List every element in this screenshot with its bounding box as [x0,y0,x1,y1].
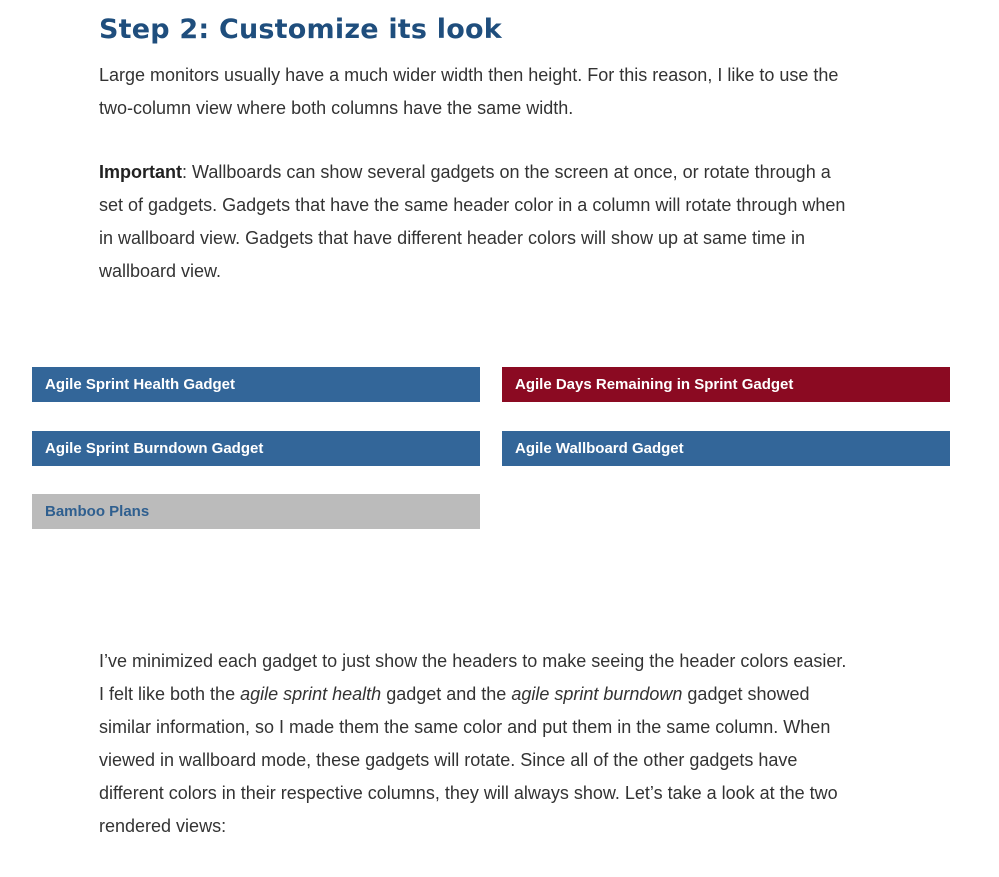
gadget-header-agile-sprint-burndown[interactable]: Agile Sprint Burndown Gadget [32,431,480,466]
section-heading: Step 2: Customize its look [99,14,502,45]
gadget-header-agile-sprint-health[interactable]: Agile Sprint Health Gadget [32,367,480,402]
intro-paragraph [99,59,899,125]
conclusion-line: rendered views: [99,816,227,836]
important-line: : Wallboards can show several gadgets on the screen at once, or rotate through a [182,162,831,182]
conclusion-text: gadget showed [682,684,810,704]
important-line: set of gadgets. Gadgets that have the same header color in a column will rotate through when [99,195,846,215]
conclusion-line: similar information, so I made them the same color and put them in the same column. When [99,717,831,737]
important-line: in wallboard view. Gadgets that have different header colors will show up at same time in [99,228,806,248]
gadget-header-agile-wallboard[interactable]: Agile Wallboard Gadget [502,431,950,466]
conclusion-text: I felt like both the [99,684,241,704]
conclusion-paragraph [99,645,899,843]
gadget-header-agile-days-remaining[interactable]: Agile Days Remaining in Sprint Gadget [502,367,950,402]
important-paragraph [99,156,899,288]
emphasis-agile-sprint-health: agile sprint health [240,684,382,704]
conclusion-line: I’ve minimized each gadget to just show the headers to make seeing the header colors easier. [99,651,847,671]
intro-line: Large monitors usually have a much wider width then height. For this reason, I like to use the [99,65,839,85]
conclusion-text: gadget and the [381,684,512,704]
emphasis-agile-sprint-burndown: agile sprint burndown [511,684,683,704]
gadget-header-bamboo-plans[interactable]: Bamboo Plans [32,494,480,529]
conclusion-line: different colors in their respective columns, they will always show. Let’s take a look at the two [99,783,838,803]
important-line: wallboard view. [99,261,222,281]
conclusion-line: viewed in wallboard mode, these gadgets will rotate. Since all of the other gadgets have [99,750,798,770]
important-label: Important [99,162,182,182]
intro-line: two-column view where both columns have the same width. [99,98,574,118]
